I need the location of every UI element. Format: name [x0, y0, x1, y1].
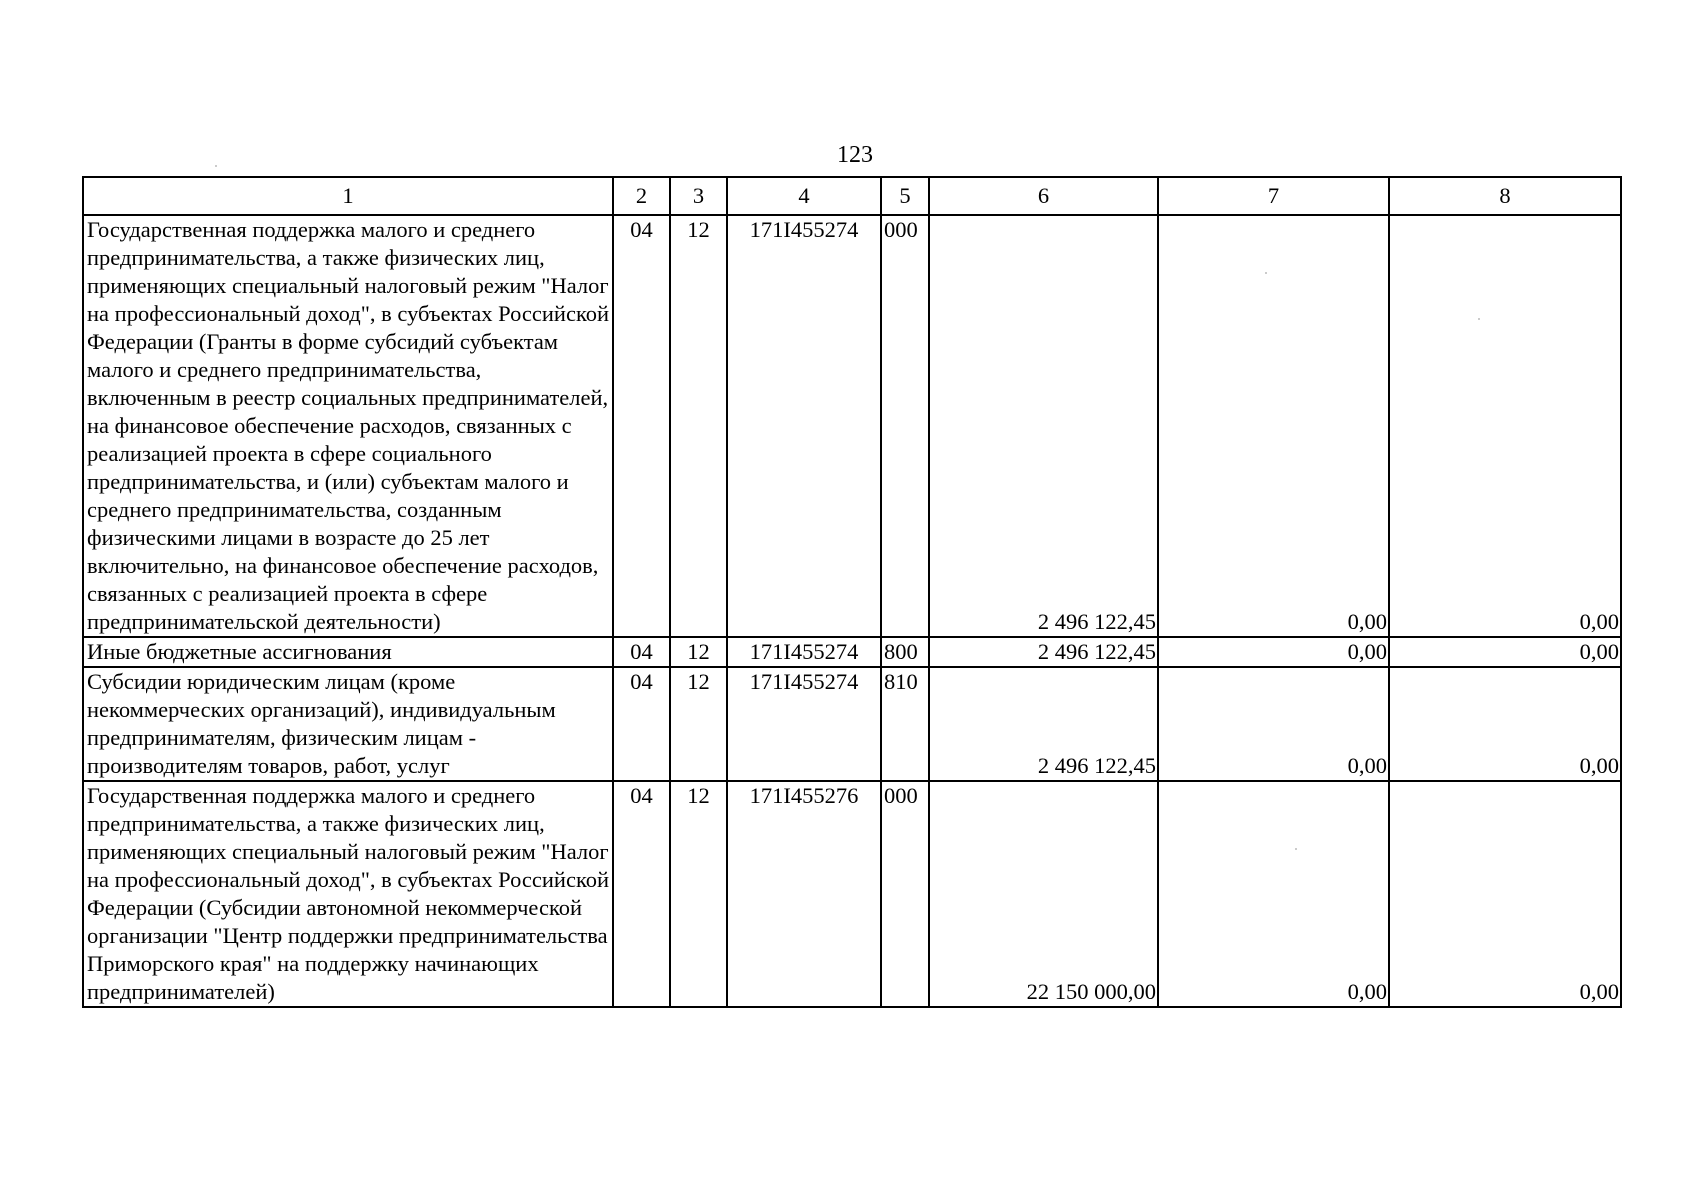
amount-col7-cell: 0,00	[1158, 215, 1389, 637]
target-article-cell: 171I455274	[727, 667, 881, 781]
expense-name-cell: Иные бюджетные ассигнования	[83, 637, 613, 667]
expense-type-cell: 000	[881, 215, 929, 637]
section-code-cell: 04	[613, 215, 670, 637]
column-header: 3	[670, 177, 727, 215]
scan-speck	[1478, 318, 1480, 320]
column-header: 5	[881, 177, 929, 215]
subsection-code-cell: 12	[670, 637, 727, 667]
amount-col8-cell: 0,00	[1389, 667, 1621, 781]
column-header: 8	[1389, 177, 1621, 215]
section-code-cell: 04	[613, 637, 670, 667]
amount-col6-cell: 2 496 122,45	[929, 637, 1158, 667]
scan-speck	[1265, 272, 1267, 274]
expense-type-cell: 800	[881, 637, 929, 667]
expense-type-cell: 000	[881, 781, 929, 1007]
amount-col8-cell: 0,00	[1389, 215, 1621, 637]
column-header: 2	[613, 177, 670, 215]
target-article-cell: 171I455274	[727, 215, 881, 637]
amount-col8-cell: 0,00	[1389, 781, 1621, 1007]
amount-col6-cell: 22 150 000,00	[929, 781, 1158, 1007]
subsection-code-cell: 12	[670, 215, 727, 637]
column-header: 7	[1158, 177, 1389, 215]
budget-table	[82, 176, 1622, 1008]
section-code-cell: 04	[613, 781, 670, 1007]
table-row	[83, 215, 1621, 637]
scan-speck	[1295, 848, 1297, 850]
section-code-cell: 04	[613, 667, 670, 781]
amount-col6-cell: 2 496 122,45	[929, 215, 1158, 637]
amount-col8-cell: 0,00	[1389, 637, 1621, 667]
subsection-code-cell: 12	[670, 781, 727, 1007]
table-row	[83, 781, 1621, 1007]
page-number: 123	[837, 142, 873, 168]
target-article-cell: 171I455274	[727, 637, 881, 667]
column-header: 1	[83, 177, 613, 215]
table-row	[83, 637, 1621, 667]
column-header: 6	[929, 177, 1158, 215]
amount-col7-cell: 0,00	[1158, 637, 1389, 667]
column-number-header-row	[83, 177, 1621, 215]
amount-col7-cell: 0,00	[1158, 667, 1389, 781]
expense-type-cell: 810	[881, 667, 929, 781]
expense-name-cell: Государственная поддержка малого и среднего предпринимательства, а также физических лиц, применяющих специальный налоговый режим "Налог на профессиональный доход", в субъектах Российской Федерации (Гранты в форме субсидий субъектам малого и среднего предпринимательства, включенным в реестр социальных предпринимателей, на финансовое обеспечение расходов, связанных с реализацией проекта в сфере социального предпринимательства, и (или) субъектам малого и среднего предпринимательства, созданным физическими лицами в возрасте до 25 лет включительно, на финансовое обеспечение расходов, связанных с реализацией проекта в сфере предпринимательской деятельности)	[83, 215, 613, 637]
scan-speck	[215, 165, 217, 167]
table-row	[83, 667, 1621, 781]
expense-name-cell: Субсидии юридическим лицам (кроме некоммерческих организаций), индивидуальным предпринимателям, физическим лицам - производителям товаров, работ, услуг	[83, 667, 613, 781]
column-header: 4	[727, 177, 881, 215]
expense-name-cell: Государственная поддержка малого и среднего предпринимательства, а также физических лиц, применяющих специальный налоговый режим "Налог на профессиональный доход", в субъектах Российской Федерации (Субсидии автономной некоммерческой организации "Центр поддержки предпринимательства Приморского края" на поддержку начинающих предпринимателей)	[83, 781, 613, 1007]
target-article-cell: 171I455276	[727, 781, 881, 1007]
amount-col6-cell: 2 496 122,45	[929, 667, 1158, 781]
amount-col7-cell: 0,00	[1158, 781, 1389, 1007]
subsection-code-cell: 12	[670, 667, 727, 781]
